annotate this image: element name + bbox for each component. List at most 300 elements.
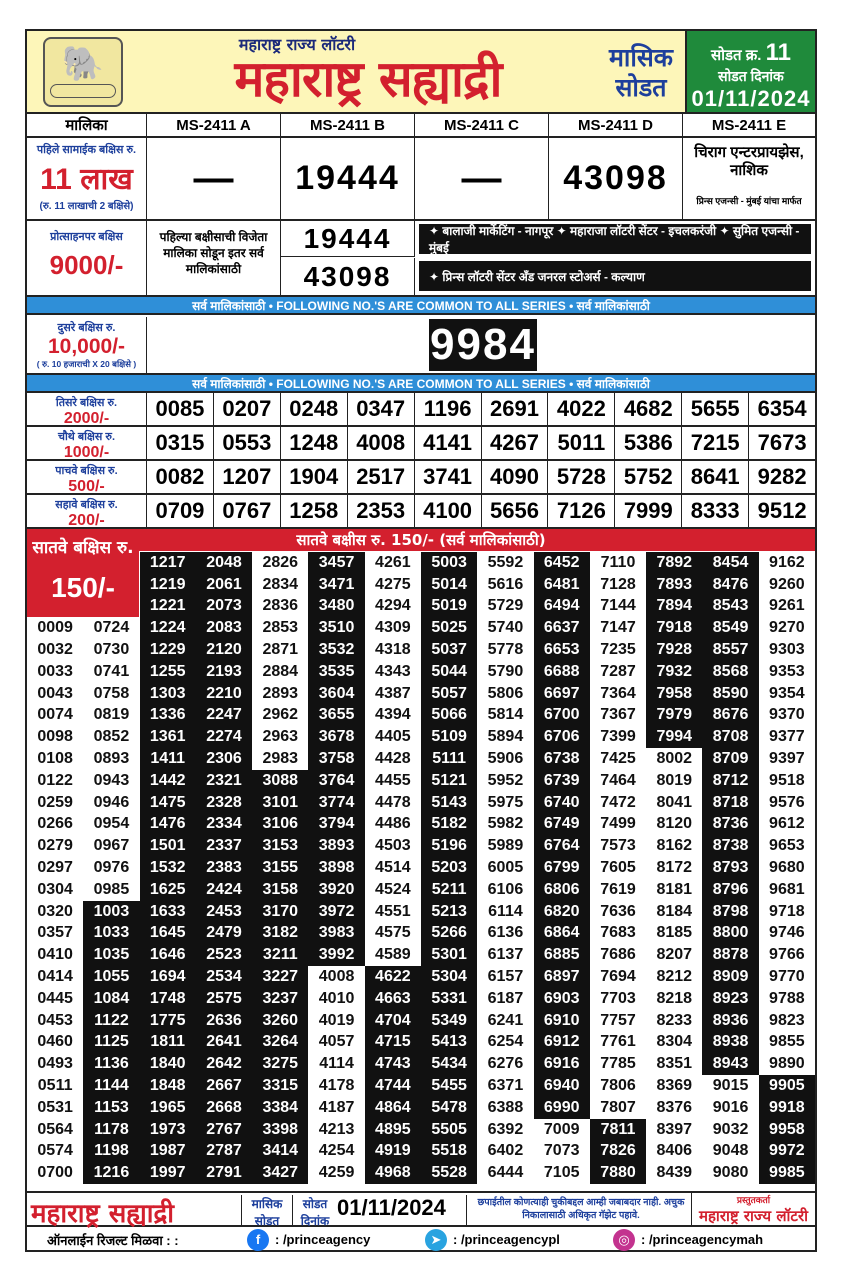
seventh-prize-number: 9015 (702, 1075, 758, 1097)
seventh-prize-number: 4394 (365, 705, 421, 727)
seventh-prize-number: 0414 (27, 966, 83, 988)
instagram-link[interactable]: : /princeagencymah (641, 1232, 764, 1247)
seventh-prize-number: 3983 (308, 923, 364, 945)
seventh-prize-number: 4019 (308, 1010, 364, 1032)
seventh-prize-number: 3532 (308, 639, 364, 661)
seventh-prize-number: 8708 (702, 726, 758, 748)
seventh-prize-row (27, 1010, 815, 1032)
seventh-prize-number: 6241 (477, 1010, 533, 1032)
seventh-prize-number: 8397 (646, 1119, 702, 1141)
seventh-prize-number: 2826 (252, 552, 308, 574)
seventh-prize-number: 8936 (702, 1010, 758, 1032)
seventh-prize-number: 7694 (590, 966, 646, 988)
seventh-prize-row (27, 1053, 815, 1075)
seventh-prize-number: 7807 (590, 1097, 646, 1119)
consolation-desc: पहिल्या बक्षीसाची विजेता मालिका सोडून इतर सर्व मालिकांसाठी (147, 221, 281, 295)
seventh-prize-number: 7785 (590, 1053, 646, 1075)
seventh-prize-number: 1645 (140, 923, 196, 945)
seventh-prize-number: 2061 (196, 574, 252, 596)
seventh-prize-number: 2479 (196, 923, 252, 945)
seventh-prize-number: 2073 (196, 596, 252, 618)
seventh-prize-number: 5434 (421, 1053, 477, 1075)
seventh-prize-number: 5790 (477, 661, 533, 683)
seventh-prize-number: 6903 (534, 988, 590, 1010)
seventh-prize-number: 8938 (702, 1032, 758, 1054)
seventh-prize-number: 2247 (196, 705, 252, 727)
social-links (27, 1227, 815, 1252)
seventh-prize-number: 0009 (27, 617, 83, 639)
seventh-prize-number: 4486 (365, 814, 421, 836)
seventh-prize-number: 5989 (477, 835, 533, 857)
seventh-prize-number: 1997 (140, 1162, 196, 1184)
seventh-prize-number: 9576 (759, 792, 815, 814)
seventh-prize-number: 2962 (252, 705, 308, 727)
facebook-icon[interactable]: f (247, 1229, 269, 1251)
seventh-prize-number: 1033 (83, 923, 139, 945)
seventh-prize-number: 0493 (27, 1053, 83, 1075)
seventh-prize-number: 6653 (534, 639, 590, 661)
seventh-prize-number: 8185 (646, 923, 702, 945)
facebook-link[interactable]: : /princeagency (275, 1232, 371, 1247)
seventh-prize-number: 6388 (477, 1097, 533, 1119)
seventh-prize-number: 7932 (646, 661, 702, 683)
seventh-prize-number: 4704 (365, 1010, 421, 1032)
seventh-prize-number: 3315 (252, 1075, 308, 1097)
seventh-prize-number: 8909 (702, 966, 758, 988)
seventh-prize-number: 6916 (534, 1053, 590, 1075)
draw-number: 11 (765, 39, 791, 66)
seventh-prize-number: 3153 (252, 835, 308, 857)
seventh-prize-number: 4428 (365, 748, 421, 770)
seventh-prize-number: 0724 (83, 617, 139, 639)
seventh-prize-number: 3170 (252, 901, 308, 923)
seventh-prize-number: 1198 (83, 1141, 139, 1163)
seventh-prize-number: 7636 (590, 901, 646, 923)
seventh-prize-number: 0279 (27, 835, 83, 857)
seventh-prize-number: 5505 (421, 1119, 477, 1141)
seventh-prize-number: 0893 (83, 748, 139, 770)
seventh-prize-number: 0741 (83, 661, 139, 683)
seventh-prize-number: 8543 (702, 596, 758, 618)
seventh-prize-number: 1646 (140, 944, 196, 966)
seventh-prize-number: 0976 (83, 857, 139, 879)
seventh-prize-number: 1625 (140, 879, 196, 901)
seventh-prize-number: 6912 (534, 1032, 590, 1054)
footer-disclaimer: छपाईतील कोणत्याही चुकीबद्दल आम्ही जबाबदार नाही. अचुक निकालासाठी अधिकृत गॅझेट पहावे. (477, 1197, 685, 1221)
seventh-prize-number: 8676 (702, 705, 758, 727)
seventh-prize-number: 5014 (421, 574, 477, 596)
seventh-prize-number: 3398 (252, 1119, 308, 1141)
seventh-prize-number: 3794 (308, 814, 364, 836)
consolation-prize-row (27, 221, 815, 297)
seventh-prize-number: 6738 (534, 748, 590, 770)
seventh-prize-number: 8207 (646, 944, 702, 966)
seventh-prize-number: 1336 (140, 705, 196, 727)
seventh-prize-row (27, 552, 815, 574)
seventh-prize-number: 3972 (308, 901, 364, 923)
online-result-label: ऑनलाईन रिजल्ट मिळवा : : (47, 1232, 179, 1248)
seventh-prize-number: 2983 (252, 748, 308, 770)
seventh-prize-number: 8712 (702, 770, 758, 792)
seventh-prize-number: 9718 (759, 901, 815, 923)
sixth-prize-row: सहावे बक्षिस रु. 200/- 0709 0767 1258 2353 4100 5656 7126 7999 8333 9512 (27, 495, 815, 529)
seventh-prize-number: 3920 (308, 879, 364, 901)
seventh-prize-number: 5349 (421, 1010, 477, 1032)
seventh-prize-number: 8557 (702, 639, 758, 661)
seventh-prize-number: 2523 (196, 944, 252, 966)
seventh-prize-number: 7399 (590, 726, 646, 748)
seventh-prize-number: 9766 (759, 944, 815, 966)
seventh-prize-number: 7811 (590, 1119, 646, 1141)
footer-date: 01/11/2024 (337, 1195, 467, 1225)
seventh-prize-number: 5182 (421, 814, 477, 836)
seventh-prize-number: 1811 (140, 1032, 196, 1054)
main-title: महाराष्ट्र सह्याद्री (234, 50, 502, 108)
seventh-prize-number: 4744 (365, 1075, 421, 1097)
seventh-prize-row (27, 596, 815, 618)
seventh-prize-number: 7128 (590, 574, 646, 596)
seventh-prize-number: 5528 (421, 1162, 477, 1184)
seventh-prize-number: 4309 (365, 617, 421, 639)
instagram-icon[interactable]: ◎ (613, 1229, 635, 1251)
seventh-prize-number: 5003 (421, 552, 477, 574)
seventh-prize-number: 0098 (27, 726, 83, 748)
seventh-prize-row (27, 792, 815, 814)
seventh-prize-number: 4294 (365, 596, 421, 618)
seventh-prize-number: 1775 (140, 1010, 196, 1032)
seventh-prize-number: 8212 (646, 966, 702, 988)
seventh-prize-number: 3535 (308, 661, 364, 683)
seventh-prize-number: 5778 (477, 639, 533, 661)
seventh-prize-number: 6806 (534, 879, 590, 901)
first-prize-d: 43098 (549, 138, 683, 219)
seventh-prize-number: 1973 (140, 1119, 196, 1141)
seventh-prize-number: 3275 (252, 1053, 308, 1075)
seventh-prize-number: 6137 (477, 944, 533, 966)
telegram-icon[interactable]: ➤ (425, 1229, 447, 1251)
seventh-prize-number: 8923 (702, 988, 758, 1010)
seventh-prize-number: 7761 (590, 1032, 646, 1054)
seventh-prize-number: 3764 (308, 770, 364, 792)
seventh-prize-number: 5019 (421, 596, 477, 618)
seventh-prize-number: 8549 (702, 617, 758, 639)
seventh-prize-number: 7928 (646, 639, 702, 661)
seventh-prize-number: 9770 (759, 966, 815, 988)
seventh-prize-label: सातवे बक्षिस रु. 150/- (27, 529, 139, 621)
seventh-prize-number: 4622 (365, 966, 421, 988)
seventh-prize-number: 3898 (308, 857, 364, 879)
seventh-prize-number: 9303 (759, 639, 815, 661)
seventh-prize-number: 0297 (27, 857, 83, 879)
seventh-prize-number: 7894 (646, 596, 702, 618)
seventh-prize-number: 1035 (83, 944, 139, 966)
seventh-prize-number: 9890 (759, 1053, 815, 1075)
seventh-prize-number: 1224 (140, 617, 196, 639)
draw-number-label: सोडत क्र. (710, 47, 762, 64)
seventh-prize-row (27, 1097, 815, 1119)
seventh-prize-number: 5111 (421, 748, 477, 770)
seventh-prize-row (27, 617, 815, 639)
seventh-prize-number: 9612 (759, 814, 815, 836)
seventh-prize-number: 2871 (252, 639, 308, 661)
seventh-prize-number: 3510 (308, 617, 364, 639)
seventh-prize-number: 0985 (83, 879, 139, 901)
footer-monthly: मासिक सोडत (241, 1195, 293, 1225)
seventh-prize-number: 5478 (421, 1097, 477, 1119)
seventh-prize-number: 8796 (702, 879, 758, 901)
seventh-prize-number: 6697 (534, 683, 590, 705)
seventh-prize-number: 7605 (590, 857, 646, 879)
seventh-prize-number: 2636 (196, 1010, 252, 1032)
seventh-prize-number: 9823 (759, 1010, 815, 1032)
seventh-prize-number: 8218 (646, 988, 702, 1010)
seventh-prize-number: 9370 (759, 705, 815, 727)
seventh-prize-number: 5975 (477, 792, 533, 814)
seventh-prize-number: 7073 (534, 1141, 590, 1163)
seventh-prize-number: 0266 (27, 814, 83, 836)
seventh-prize-row (27, 705, 815, 727)
seventh-prize-number: 9377 (759, 726, 815, 748)
seventh-prize-number: 2834 (252, 574, 308, 596)
seventh-prize-row (27, 1075, 815, 1097)
seventh-prize-number: 8019 (646, 770, 702, 792)
seventh-prize-number: 2306 (196, 748, 252, 770)
seventh-prize-number: 0700 (27, 1162, 83, 1184)
seventh-prize-number: 0758 (83, 683, 139, 705)
seventh-prize-number: 3414 (252, 1141, 308, 1163)
seventh-prize-number: 2424 (196, 879, 252, 901)
seventh-prize-number: 3088 (252, 770, 308, 792)
seventh-prize-number: 8181 (646, 879, 702, 901)
seventh-prize-number: 8233 (646, 1010, 702, 1032)
seventh-prize-number: 6706 (534, 726, 590, 748)
seventh-prize-number: 0574 (27, 1141, 83, 1163)
first-prize-label: पहिले सामाईक बक्षिस रु. 11 लाख (रु. 11 लाखाची 2 बक्षिसे) (27, 138, 147, 219)
seventh-prize-number: 9746 (759, 923, 815, 945)
seventh-prize-number: 2575 (196, 988, 252, 1010)
seventh-prize-number: 5121 (421, 770, 477, 792)
seventh-prize-number: 0564 (27, 1119, 83, 1141)
seventh-prize-number: 7994 (646, 726, 702, 748)
seventh-prize-number: 0954 (83, 814, 139, 836)
first-prize-b: 19444 (281, 138, 415, 219)
first-prize-a: — (147, 138, 281, 219)
seventh-prize-number: 9354 (759, 683, 815, 705)
seventh-prize-number: 6371 (477, 1075, 533, 1097)
common-series-bar-2: सर्व मालिकांसाठी • FOLLOWING NO.'S ARE COMMON TO ALL SERIES • सर्व मालिकांसाठी (27, 375, 815, 393)
seventh-prize-row (27, 879, 815, 901)
footer-draw-label: सोडत दिनांक (300, 1197, 330, 1228)
seventh-prize-number: 0730 (83, 639, 139, 661)
seventh-prize-number: 2210 (196, 683, 252, 705)
seventh-prize-number: 8172 (646, 857, 702, 879)
seventh-prize-number: 0032 (27, 639, 83, 661)
seventh-prize-row (27, 966, 815, 988)
seventh-prize-number: 2334 (196, 814, 252, 836)
seventh-prize-number: 6897 (534, 966, 590, 988)
seventh-prize-number: 2641 (196, 1032, 252, 1054)
seventh-prize-number: 6481 (534, 574, 590, 596)
seventh-prize-number: 1055 (83, 966, 139, 988)
seventh-prize-number: 4405 (365, 726, 421, 748)
seventh-prize-number: 1136 (83, 1053, 139, 1075)
seventh-prize-number: 6700 (534, 705, 590, 727)
seventh-prize-number: 8376 (646, 1097, 702, 1119)
seventh-prize-number: 7110 (590, 552, 646, 574)
seventh-prize-number: 0033 (27, 661, 83, 683)
seventh-prize-number: 5894 (477, 726, 533, 748)
seventh-prize-number: 4514 (365, 857, 421, 879)
seventh-prize-row (27, 1162, 815, 1184)
seventh-prize-number: 8454 (702, 552, 758, 574)
footer-presenter: प्रस्तुतकर्ता महाराष्ट्र राज्य लॉटरी (691, 1193, 815, 1225)
seventh-prize-number: 5592 (477, 552, 533, 574)
seventh-prize-number: 2963 (252, 726, 308, 748)
seventh-prize-number: 9918 (759, 1097, 815, 1119)
seventh-prize-number: 3182 (252, 923, 308, 945)
seventh-prize-number: 3774 (308, 792, 364, 814)
seventh-prize-number: 1532 (140, 857, 196, 879)
seventh-prize-number: 9788 (759, 988, 815, 1010)
seventh-prize-number: 8351 (646, 1053, 702, 1075)
seventh-prize-number: 9260 (759, 574, 815, 596)
seventh-prize-number: 0453 (27, 1010, 83, 1032)
seventh-prize-number: 8943 (702, 1053, 758, 1075)
draw-info-box (685, 29, 817, 114)
seventh-prize-number: 1411 (140, 748, 196, 770)
telegram-link[interactable]: : /princeagencypl (453, 1232, 560, 1247)
series-label: मालिका (27, 114, 147, 136)
seventh-prize-number: 7472 (590, 792, 646, 814)
seventh-prize-number: 4213 (308, 1119, 364, 1141)
seventh-prize-number: 3227 (252, 966, 308, 988)
seventh-prize-number: 1229 (140, 639, 196, 661)
seventh-prize-number: 6940 (534, 1075, 590, 1097)
series-e: MS-2411 E (711, 116, 787, 134)
seventh-prize-number: 7686 (590, 944, 646, 966)
elephant-emblem-icon: 🐘 (43, 37, 123, 107)
seventh-prize-number: 5301 (421, 944, 477, 966)
seventh-prize-number: 2791 (196, 1162, 252, 1184)
seventh-prize-number: 8304 (646, 1032, 702, 1054)
seventh-prize-number: 7826 (590, 1141, 646, 1163)
seventh-prize-number: 4503 (365, 835, 421, 857)
second-prize-label: दुसरे बक्षिस रु. 10,000/- ( रु. 10 हजाराची X 20 बक्षिसे ) (27, 317, 147, 373)
seventh-prize-number: 7364 (590, 683, 646, 705)
seventh-prize-number: 5143 (421, 792, 477, 814)
seventh-prize-number: 1255 (140, 661, 196, 683)
seventh-prize-number: 4275 (365, 574, 421, 596)
seventh-prize-number: 7235 (590, 639, 646, 661)
seventh-prize-number: 2836 (252, 596, 308, 618)
series-d: MS-2411 D (549, 114, 683, 136)
seventh-prize-number: 1217 (140, 552, 196, 574)
seventh-prize-number: 0074 (27, 705, 83, 727)
seventh-prize-number: 6799 (534, 857, 590, 879)
seventh-prize-number: 7958 (646, 683, 702, 705)
seventh-prize-number: 6740 (534, 792, 590, 814)
seventh-prize-number: 6005 (477, 857, 533, 879)
seventh-prize-number: 4259 (308, 1162, 364, 1184)
seventh-prize-number: 4318 (365, 639, 421, 661)
seventh-prize-number: 3457 (308, 552, 364, 574)
seventh-prize-number: 0511 (27, 1075, 83, 1097)
consolation-agents-2: ✦ प्रिन्स लॉटरी सेंटर अँड जनरल स्टोअर्स - कल्याण (419, 261, 811, 291)
seventh-prize-number: 2853 (252, 617, 308, 639)
seventh-prize-number: 2667 (196, 1075, 252, 1097)
seventh-prize-number: 8709 (702, 748, 758, 770)
seventh-prize-row (27, 726, 815, 748)
seventh-prize-number: 9397 (759, 748, 815, 770)
seventh-prize-number: 8041 (646, 792, 702, 814)
seventh-prize-number: 3211 (252, 944, 308, 966)
seventh-prize-number: 5729 (477, 596, 533, 618)
seventh-prize-row (27, 901, 815, 923)
seventh-prize-row (27, 1032, 815, 1054)
seventh-prize-number: 2668 (196, 1097, 252, 1119)
seventh-prize-number: 2328 (196, 792, 252, 814)
seventh-prize-number: 4254 (308, 1141, 364, 1163)
seventh-prize-number: 8878 (702, 944, 758, 966)
seventh-prize-number: 3158 (252, 879, 308, 901)
seventh-prize-number: 4919 (365, 1141, 421, 1163)
seventh-prize-number: 1216 (83, 1162, 139, 1184)
seventh-prize-number: 8800 (702, 923, 758, 945)
seventh-prize-number: 5982 (477, 814, 533, 836)
seventh-prize-number: 6494 (534, 596, 590, 618)
seventh-prize-number: 4114 (308, 1053, 364, 1075)
seventh-prize-number: 5331 (421, 988, 477, 1010)
seventh-prize-number: 5413 (421, 1032, 477, 1054)
seventh-prize-number: 5109 (421, 726, 477, 748)
seventh-prize-number: 6820 (534, 901, 590, 923)
seventh-prize-number: 9972 (759, 1141, 815, 1163)
lottery-result-sheet (25, 29, 817, 1252)
seventh-prize-number: 1303 (140, 683, 196, 705)
series-a: MS-2411 A (147, 114, 281, 136)
series-c: MS-2411 C (415, 114, 549, 136)
seventh-prize-number: 7464 (590, 770, 646, 792)
seventh-prize-number: 2884 (252, 661, 308, 683)
seventh-prize-number: 7683 (590, 923, 646, 945)
monthly-draw-label: मासिक सोडत (608, 43, 673, 102)
seventh-prize-number: 1475 (140, 792, 196, 814)
seventh-prize-number: 5304 (421, 966, 477, 988)
fifth-prize-row: पाचवे बक्षिस रु. 500/- 0082 1207 1904 2517 3741 4090 5728 5752 8641 9282 (27, 461, 815, 495)
seventh-prize-number: 1003 (83, 901, 139, 923)
state-lottery-title: महाराष्ट्र राज्य लॉटरी (238, 35, 356, 54)
seventh-prize-number: 5806 (477, 683, 533, 705)
fourth-prize-row: चौथे बक्षिस रु. 1000/- 0315 0553 1248 4008 4141 4267 5011 5386 7215 7673 (27, 427, 815, 461)
seventh-prize-number: 3264 (252, 1032, 308, 1054)
seventh-prize-number: 5203 (421, 857, 477, 879)
seventh-prize-number: 3260 (252, 1010, 308, 1032)
seventh-prize-number: 1694 (140, 966, 196, 988)
seventh-prize-number: 6749 (534, 814, 590, 836)
seventh-prize-number: 6864 (534, 923, 590, 945)
seventh-prize-number: 0943 (83, 770, 139, 792)
header (27, 31, 815, 114)
seventh-prize-number: 4968 (365, 1162, 421, 1184)
seventh-prize-number: 8798 (702, 901, 758, 923)
seventh-prize-number: 3471 (308, 574, 364, 596)
seventh-prize-number: 7619 (590, 879, 646, 901)
seventh-prize-number: 5740 (477, 617, 533, 639)
seventh-prize-number: 6688 (534, 661, 590, 683)
seventh-prize-number: 5814 (477, 705, 533, 727)
seventh-prize-number: 3237 (252, 988, 308, 1010)
seventh-prize-number: 5906 (477, 748, 533, 770)
